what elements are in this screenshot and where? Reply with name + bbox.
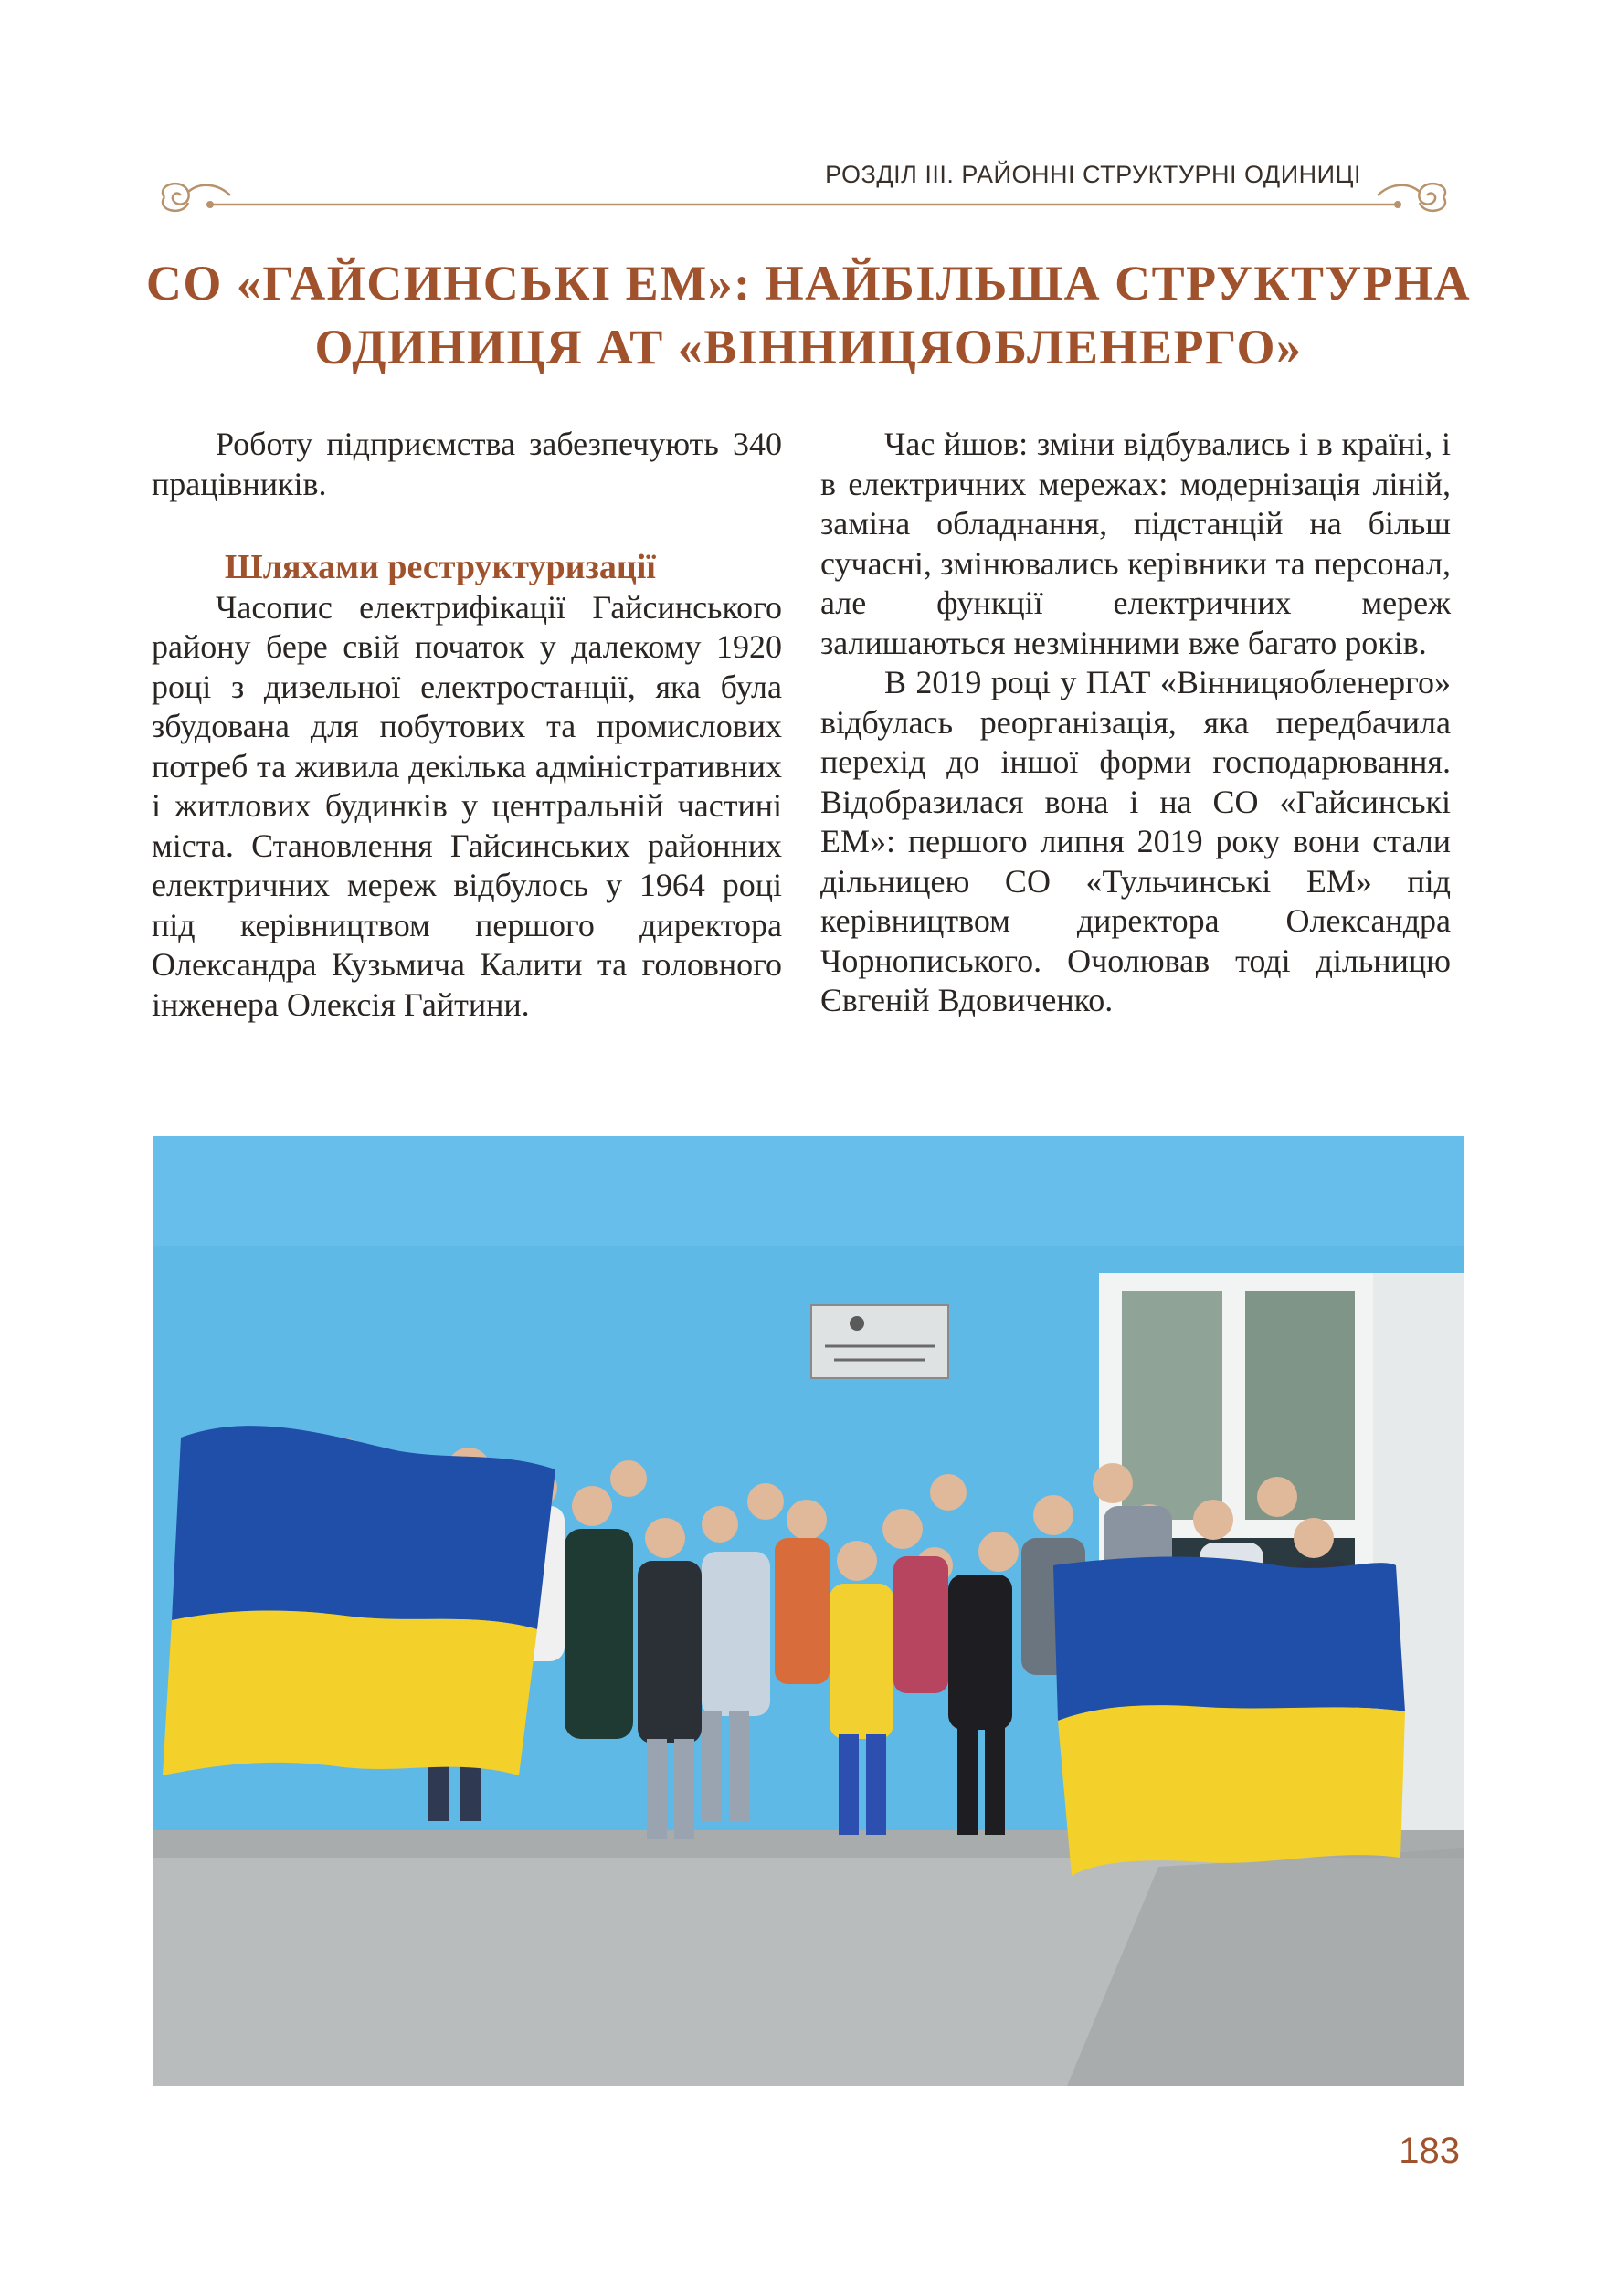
page-number: 183 [1399, 2131, 1460, 2171]
group-photo [153, 1136, 1464, 2086]
left-column [152, 425, 782, 1025]
reorganization-paragraph: В 2019 році у ПАТ «Вінницяобленерго» відбулась реорганізація, яка передбачила перехід до іншої форми господарювання. Відобразилася вона і на СО «Гайсинські ЕМ»: першого липня 2019 року вони стали дільницею СО «Тульчинські ЕМ» під керівництвом директора Олександра Чорнописького. Очолював тоді дільницю Євгеній Вдовиченко. [820, 664, 1451, 1018]
article-title-line-2: ОДИНИЦЯ АТ «ВІННИЦЯОБЛЕНЕРГО» [314, 320, 1303, 374]
running-head: РОЗДІЛ ІІІ. РАЙОННІ СТРУКТУРНІ ОДИНИЦІ [825, 161, 1361, 188]
group-photo-illustration [153, 1136, 1464, 2086]
right-column [820, 425, 1451, 1021]
history-paragraph: Часопис електрифікації Гайсинського району бере свій початок у далекому 1920 році з дизельної електростанції, яка була збудована для побутових та промислових потреб та живила декілька адміністративних і житлових будинків у центральній частині міста. Становлення Гайсинських районних електричних мереж відбулось у 1964 році під керівництвом першого директора Олександра Кузьмича Калити та головного інженера Олексія Гайтини. [152, 588, 782, 1023]
section-subheading: Шляхами реструктуризації [225, 548, 656, 586]
intro-paragraph: Роботу підприємства забезпечують 340 працівників. [152, 426, 782, 502]
article-title [137, 251, 1480, 379]
header-ornament-divider [146, 172, 1462, 223]
changes-paragraph: Час йшов: зміни відбувались і в країні, і в електричних мережах: модернізація ліній, заміна обладнання, підстанцій на більш сучасні, змінювались керівники та персонал, але функції електричних мереж залишаються незмінними вже багато років. [820, 426, 1451, 661]
article-title-line-1: СО «ГАЙСИНСЬКІ ЕМ»: НАЙБІЛЬША СТРУКТУРНА [145, 256, 1472, 311]
right-ukrainian-flag [1053, 1557, 1405, 1876]
left-ukrainian-flag [163, 1426, 555, 1775]
wall-plaque [811, 1305, 948, 1378]
